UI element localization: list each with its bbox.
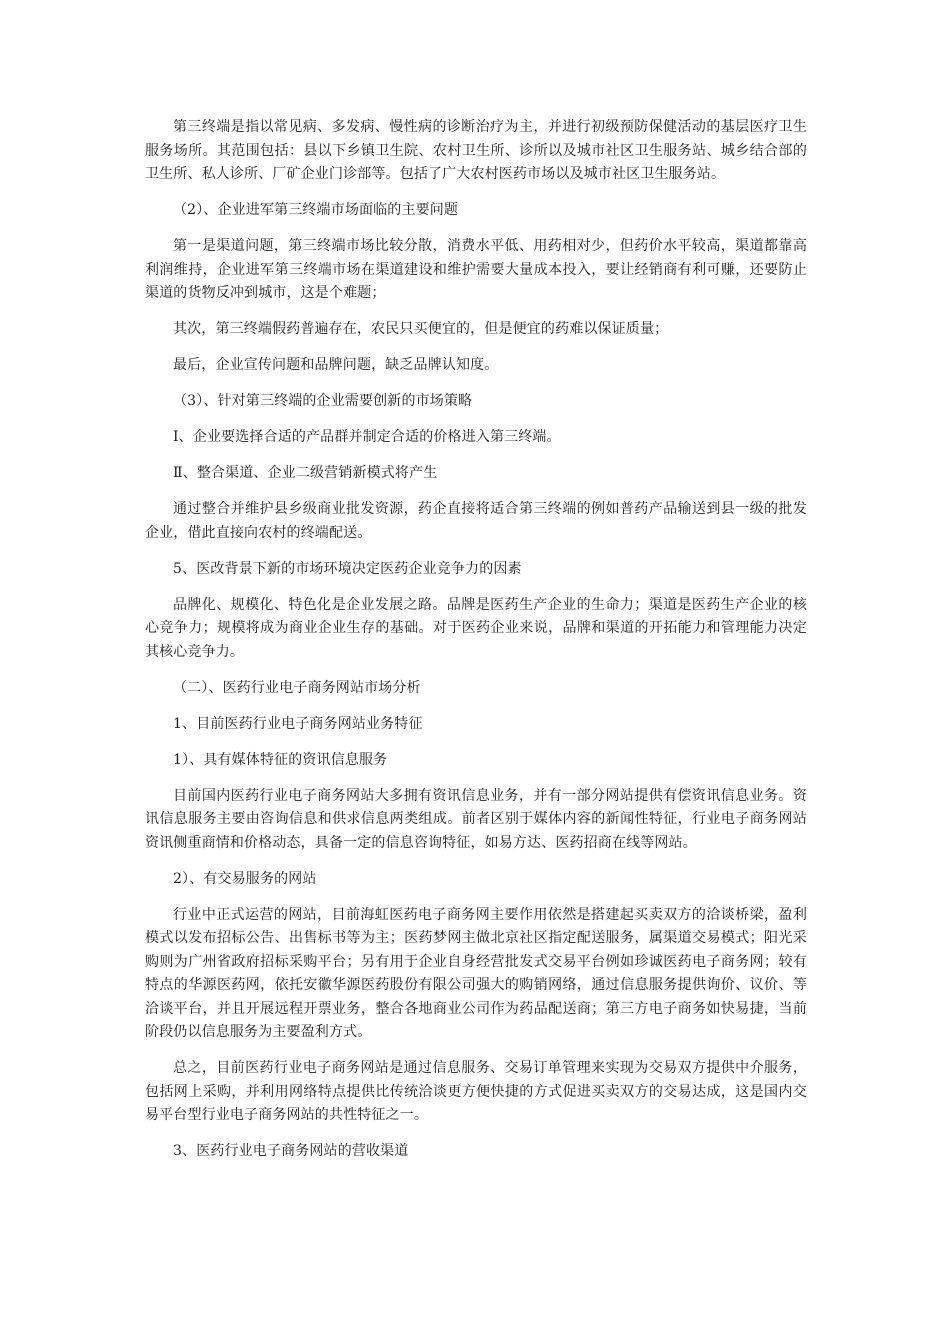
paragraph-summary: 总之，目前医药行业电子商务网站是通过信息服务、交易订单管理来实现为交易双方提供中介服务，包括网上采购，并利用网络特点提供比传统洽谈更方便快捷的方式促进买卖双方的交易达成，这是国内交易平台型行业电子商务网站的共性特征之一。	[145, 1060, 807, 1123]
heading-business-features: 1、目前医药行业电子商务网站业务特征	[173, 715, 423, 732]
paragraph-fake-drugs: 其次，第三终端假药普遍存在，农民只买便宜的，但是便宜的药难以保证质量；	[173, 321, 669, 337]
document-body	[145, 116, 807, 1176]
paragraph-brand-problem: 最后，企业宣传问题和品牌问题，缺乏品牌认知度。	[173, 357, 499, 373]
paragraph-strategy-2: Ⅱ、整合渠道、企业二级营销新模式将产生	[173, 465, 438, 481]
paragraph-strategy-1: Ⅰ、企业要选择合适的产品群并制定合适的价格进入第三终端。	[173, 429, 561, 445]
heading-competitiveness-factors: 5、医改背景下新的市场环境决定医药企业竞争力的因素	[173, 560, 522, 577]
heading-media-info-service: 1）、具有媒体特征的资讯信息服务	[173, 751, 388, 768]
paragraph-wholesale-integration: 通过整合并维护县乡级商业批发资源，药企直接将适合第三终端的例如普药产品输送到县一级的批发企业，借此直接向农村的终端配送。	[145, 501, 807, 541]
heading-market-strategy: （3）、针对第三终端的企业需要创新的市场策略	[173, 393, 473, 409]
paragraph-third-terminal-definition: 第三终端是指以常见病、多发病、慢性病的诊断治疗为主，并进行初级预防保健活动的基层医疗卫生服务场所。其范围包括：县以下乡镇卫生院、农村卫生所、诊所以及城市社区卫生服务站、城乡结合部的卫生所、私人诊所、厂矿企业门诊部等。包括了广大农村医药市场以及城市社区卫生服务站。	[145, 119, 807, 182]
paragraph-branding-scale: 品牌化、规模化、特色化是企业发展之路。品牌是医药生产企业的生命力；渠道是医药生产企业的核心竞争力；规模将成为商业企业生存的基础。对于医药企业来说，品牌和渠道的开拓能力和管理能力决定其核心竞争力。	[145, 596, 807, 660]
heading-trade-service: 2）、有交易服务的网站	[173, 870, 317, 887]
heading-ecommerce-analysis: （二）、医药行业电子商务网站市场分析	[173, 679, 421, 696]
paragraph-trade-websites: 行业中正式运营的网站，目前海虹医药电子商务网主要作用依然是搭建起买卖双方的洽谈桥梁，盈利模式以发布招标公告、出售标书等为主；医药梦网主做北京社区指定配送服务，属渠道交易模式；阳光采购则为广州省政府招标采购平台；另有用于企业自身经营批发式交易平台例如珍诚医药电子商务网；较有特点的华源医药网，依托安徽华源医药股份有限公司强大的购销网络，通过信息服务提供询价、议价、等洽谈平台，并且开展远程开票业务，整合各地商业公司作为药品配送商；第三方电子商务如快易捷，当前阶段仍以信息服务为主要盈利方式。	[145, 906, 807, 1040]
paragraph-info-service: 目前国内医药行业电子商务网站大多拥有资讯信息业务，并有一部分网站提供有偿资讯信息业务。资讯信息服务主要由咨询信息和供求信息两类组成。前者区别于媒体内容的新闻性特征，行业电子商务网站资讯侧重商情和价格动态，具备一定的信息咨询特征，如易方达、医药招商在线等网站。	[145, 787, 807, 851]
heading-revenue-channels: 3、医药行业电子商务网站的营收渠道	[173, 1143, 409, 1159]
paragraph-channel-problem: 第一是渠道问题，第三终端市场比较分散，消费水平低、用药相对少，但药价水平较高，渠道都靠高利润维持，企业进军第三终端市场在渠道建设和维护需要大量成本投入，要让经销商有利可赚，还要防止渠道的货物反冲到城市，这是个难题；	[145, 238, 807, 301]
heading-main-problems: （2）、企业进军第三终端市场面临的主要问题	[173, 202, 459, 218]
